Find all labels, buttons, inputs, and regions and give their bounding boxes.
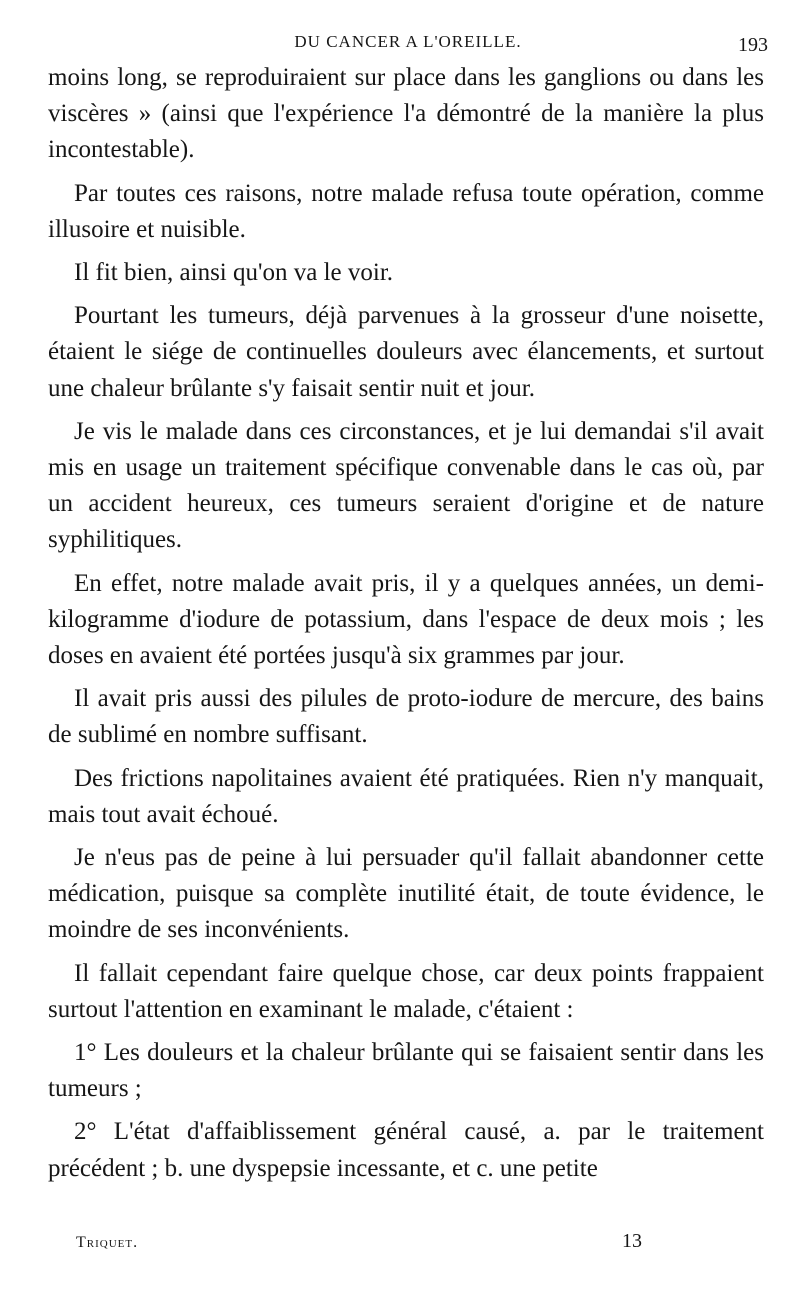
- sheet-number: 13: [622, 1230, 642, 1252]
- paragraph: Il fallait cependant faire quelque chose, car deux points frappaient surtout l'attention en examinant le malade, c'étaient :: [48, 959, 764, 1023]
- body-text: [48, 60, 764, 1194]
- paragraph: Je vis le malade dans ces circonstances, et je lui demandai s'il avait mis en usage un traitement spécifique convenable dans le cas où, par un accident heureux, ces tumeurs seraient d'origine et de nature syphilitiques.: [48, 417, 764, 554]
- paragraph: Je n'eus pas de peine à lui persuader qu'il fallait abandonner cette médication, puisque sa complète inutilité était, de toute évidence, le moindre de ses inconvénients.: [48, 844, 764, 944]
- page-header: [48, 32, 768, 62]
- page-number: 193: [738, 34, 768, 56]
- paragraph: En effet, notre malade avait pris, il y a quelques années, un demi-kilogramme d'iodure de potassium, dans l'espace de deux mois ; les doses en avaient été portées jusqu'à six grammes par jour.: [48, 569, 764, 670]
- list-item-paragraph: 1° Les douleurs et la chaleur brûlante qui se faisaient sentir dans les tumeurs ;: [48, 1039, 764, 1103]
- paragraph: Par toutes ces raisons, notre malade refusa toute opération, comme illusoire et nuisible.: [48, 179, 764, 243]
- paragraph: Pourtant les tumeurs, déjà parvenues à la grosseur d'une noisette, étaient le siége de continuelles douleurs avec élancements, et surtout une chaleur brûlante s'y faisait sentir nuit et jour.: [48, 302, 764, 402]
- running-title: DU CANCER A L'OREILLE.: [294, 32, 522, 51]
- page-footer: [76, 1230, 776, 1260]
- list-item-paragraph: 2° L'état d'affaiblissement général causé, a. par le traitement précédent ; b. une dyspepsie incessante, et c. une petite: [48, 1118, 764, 1182]
- paragraph: Il fit bien, ainsi qu'on va le voir.: [74, 259, 394, 287]
- paragraph: Il avait pris aussi des pilules de proto-iodure de mercure, des bains de sublimé en nombre suffisant.: [48, 685, 764, 749]
- paragraph: Des frictions napolitaines avaient été pratiquées. Rien n'y manquait, mais tout avait échoué.: [48, 764, 764, 828]
- paragraph: moins long, se reproduiraient sur place dans les ganglions ou dans les viscères » (ainsi que l'expérience l'a démontré de la manière la plus incontestable).: [48, 64, 764, 164]
- signature-mark: Triquet.: [76, 1234, 139, 1251]
